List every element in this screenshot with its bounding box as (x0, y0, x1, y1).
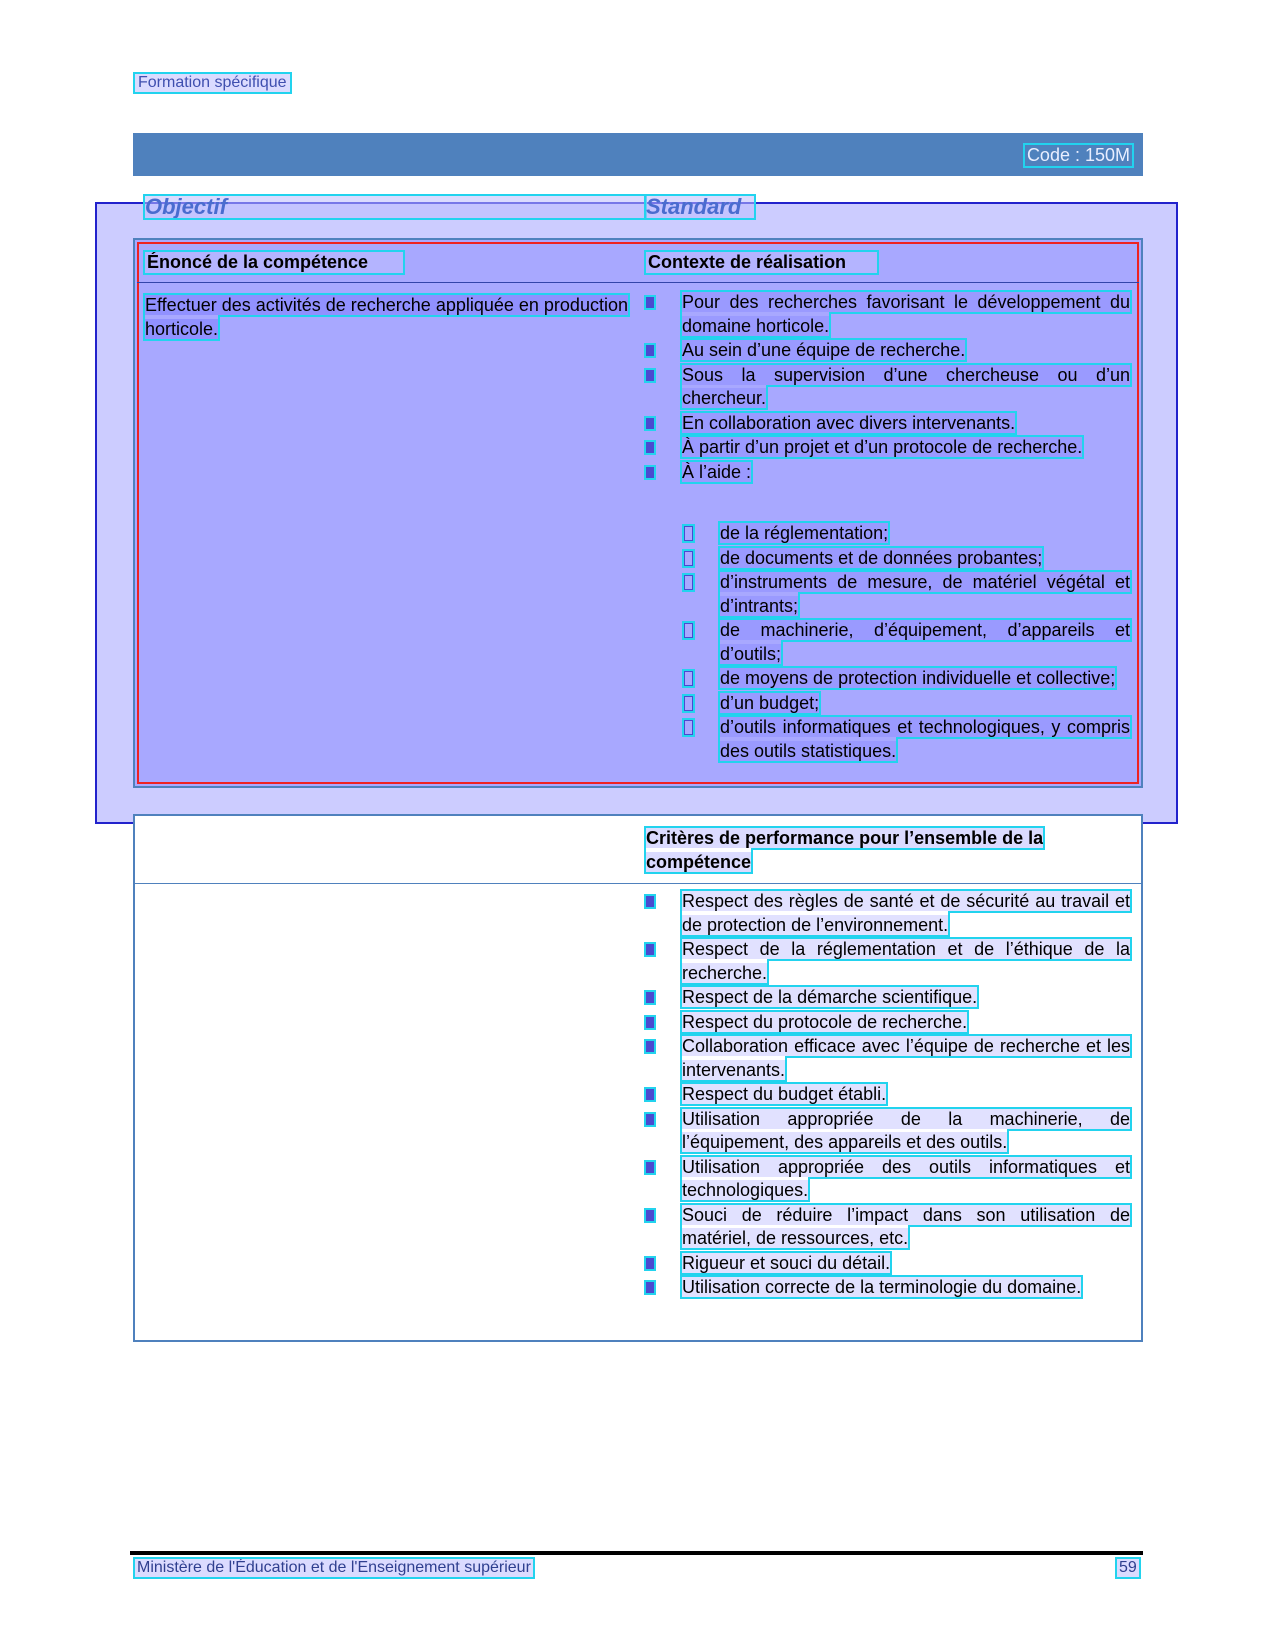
bullet-icon (646, 418, 654, 429)
bullet-icon (646, 467, 654, 478)
footer-rule (130, 1551, 1143, 1555)
code-label: Code : 150M (1026, 145, 1130, 165)
bullet-icon (646, 1162, 654, 1173)
bullet-icon (646, 297, 654, 308)
enonce-text-content: Effectuer des activités de recherche appliquée en production horticole. (145, 295, 628, 339)
list-item: Respect de la démarche scientifique. (646, 986, 1130, 1010)
list-item: À partir d’un projet et d’un protocole de recherche. (646, 436, 1130, 460)
square-bullet-icon (684, 623, 693, 638)
running-header: Formation spécifique (135, 74, 290, 92)
list-item: À l’aide : (646, 461, 1130, 485)
list-item: Respect des règles de santé et de sécurité au travail et de protection de l’environnement. (646, 890, 1130, 937)
criteria-heading-text: Critères de performance pour l’ensemble de la compétence (646, 828, 1044, 872)
contexte-sublist (684, 522, 1130, 764)
list-item: de machinerie, d’équipement, d’appareils et d’outils; (684, 619, 1130, 666)
criteria-list (646, 890, 1130, 1301)
bullet-icon (646, 370, 654, 381)
bullet-icon (646, 1210, 654, 1221)
list-item: Sous la supervision d’une chercheuse ou d’un chercheur. (646, 364, 1130, 411)
bullet-icon (646, 1258, 654, 1269)
square-bullet-icon (684, 526, 693, 541)
bullet-icon (646, 1017, 654, 1028)
bullet-icon (646, 345, 654, 356)
criteria-heading (646, 826, 1106, 874)
bullet-icon (646, 1041, 654, 1052)
objectif-heading: Objectif (145, 196, 645, 218)
bullet-icon (646, 992, 654, 1003)
list-item: Utilisation appropriée des outils informatiques et technologiques. (646, 1156, 1130, 1203)
list-item: Respect de la réglementation et de l’éthique de la recherche. (646, 938, 1130, 985)
standard-heading: Standard (646, 196, 754, 218)
bullet-icon (646, 1089, 654, 1100)
square-bullet-icon (684, 575, 693, 590)
list-item: Rigueur et souci du détail. (646, 1252, 1130, 1276)
list-item: d’outils informatiques et technologiques, y compris des outils statistiques. (684, 716, 1130, 763)
square-bullet-icon (684, 551, 693, 566)
list-item: d’instruments de mesure, de matériel végétal et d’intrants; (684, 571, 1130, 618)
list-item: Au sein d’une équipe de recherche. (646, 339, 1130, 363)
list-item: Pour des recherches favorisant le développement du domaine horticole. (646, 291, 1130, 338)
list-item: d’un budget; (684, 692, 1130, 716)
square-bullet-icon (684, 720, 693, 735)
bullet-icon (646, 1282, 654, 1293)
list-item: de moyens de protection individuelle et collective; (684, 667, 1130, 691)
list-item: Souci de réduire l’impact dans son utilisation de matériel, de ressources, etc. (646, 1204, 1130, 1251)
page-number: 59 (1119, 1559, 1137, 1576)
list-item: Respect du protocole de recherche. (646, 1011, 1130, 1035)
list-item: En collaboration avec divers intervenants. (646, 412, 1130, 436)
list-item: Utilisation appropriée de la machinerie, de l’équipement, des appareils et des outils. (646, 1108, 1130, 1155)
square-bullet-icon (684, 671, 693, 686)
list-item: de documents et de données probantes; (684, 547, 1130, 571)
footer-ministry: Ministère de l'Éducation et de l'Enseignement supérieur (137, 1559, 531, 1576)
contexte-list (646, 291, 1130, 485)
square-bullet-icon (684, 696, 693, 711)
bullet-icon (646, 1114, 654, 1125)
table-header-divider (137, 282, 1139, 283)
enonce-text (145, 293, 650, 341)
criteria-header-divider (135, 883, 1141, 884)
bullet-icon (646, 944, 654, 955)
list-item: Utilisation correcte de la terminologie du domaine. (646, 1276, 1130, 1300)
list-item: Respect du budget établi. (646, 1083, 1130, 1107)
list-item: Collaboration efficace avec l’équipe de recherche et les intervenants. (646, 1035, 1130, 1082)
bullet-icon (646, 442, 654, 453)
code-bar (133, 133, 1143, 176)
list-item: de la réglementation; (684, 522, 1130, 546)
bullet-icon (646, 896, 654, 907)
enonce-heading: Énoncé de la compétence (145, 252, 403, 273)
contexte-heading: Contexte de réalisation (646, 252, 877, 273)
